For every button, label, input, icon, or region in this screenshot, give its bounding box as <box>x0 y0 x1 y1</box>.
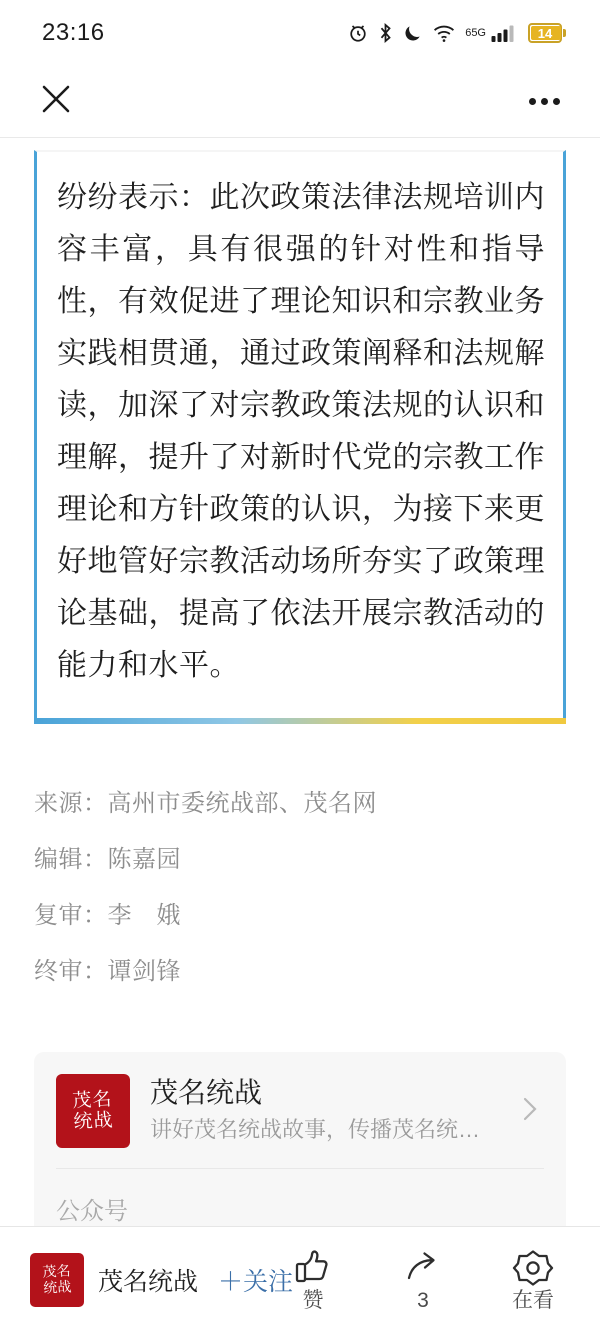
close-button[interactable] <box>34 80 78 124</box>
share-count-label: 3 <box>417 1288 429 1312</box>
share-button[interactable] <box>386 1247 460 1313</box>
wow-star-icon <box>512 1247 554 1287</box>
thumbs-up-icon <box>292 1247 334 1287</box>
signal-icon <box>491 23 517 43</box>
quote-paragraph: 纷纷表示：此次政策法律法规培训内容丰富，具有很强的针对性和指导性，有效促进了理论知识和宗教业务实践相贯通，通过政策阐释和法规解读，加深了对宗教政策法规的认识和理解，提升了对新时代党的宗教工作理论和方针政策的认识，为接下来更好地管好宗教活动场所夯实了政策理论基础，提高了依法开展宗教活动的能力和水平。 <box>57 181 545 682</box>
close-icon <box>39 82 73 121</box>
status-bar <box>0 0 600 66</box>
wifi-icon <box>432 23 456 43</box>
bluetooth-icon <box>378 22 393 44</box>
article-bottom-bar <box>0 1226 600 1332</box>
article-content[interactable] <box>0 138 600 1226</box>
battery-icon <box>528 23 566 43</box>
bottom-account-avatar <box>30 1253 84 1307</box>
more-options-button[interactable] <box>522 80 566 124</box>
official-account-row[interactable] <box>56 1074 544 1148</box>
avatar-seal-text: 茂名 统战 <box>71 1087 115 1134</box>
bottom-account-group[interactable] <box>30 1253 294 1307</box>
bottom-account-name[interactable]: 茂名统战 <box>98 1267 199 1296</box>
bottom-actions <box>276 1247 570 1313</box>
article-navbar <box>0 66 600 138</box>
credit-final-reviewer: 终审：谭剑锋 <box>34 958 181 985</box>
alarm-icon <box>347 22 369 44</box>
official-account-footer-label: 公众号 <box>56 1168 544 1226</box>
official-account-avatar <box>56 1074 130 1148</box>
official-account-card[interactable] <box>34 1052 566 1226</box>
status-icon-group <box>347 22 566 44</box>
credit-source: 来源：高州市委统战部、茂名网 <box>34 790 377 817</box>
like-label: 赞 <box>302 1288 324 1312</box>
network-type-label: 65G <box>465 26 486 39</box>
quote-block <box>34 150 566 718</box>
official-account-description: 讲好茂名统战故事，传播茂名统… <box>150 1117 481 1142</box>
battery-percent-label: 14 <box>537 25 553 41</box>
follow-button[interactable]: ＋关注 <box>218 1267 294 1296</box>
chevron-right-icon[interactable] <box>520 1093 544 1130</box>
status-clock: 23:16 <box>42 19 105 46</box>
share-forward-icon <box>402 1247 444 1287</box>
do-not-disturb-icon <box>402 23 423 44</box>
credit-reviewer: 复审：李 娥 <box>34 902 181 929</box>
official-account-meta <box>130 1075 510 1147</box>
credit-editor: 编辑：陈嘉园 <box>34 846 181 873</box>
more-options-icon <box>529 98 536 105</box>
article-credits <box>34 776 566 1000</box>
like-button[interactable] <box>276 1247 350 1313</box>
bottom-avatar-seal-text: 茂名 统战 <box>42 1262 72 1297</box>
official-account-name: 茂名统战 <box>150 1077 263 1108</box>
wow-button[interactable] <box>496 1247 570 1313</box>
wow-label: 在看 <box>512 1288 554 1312</box>
